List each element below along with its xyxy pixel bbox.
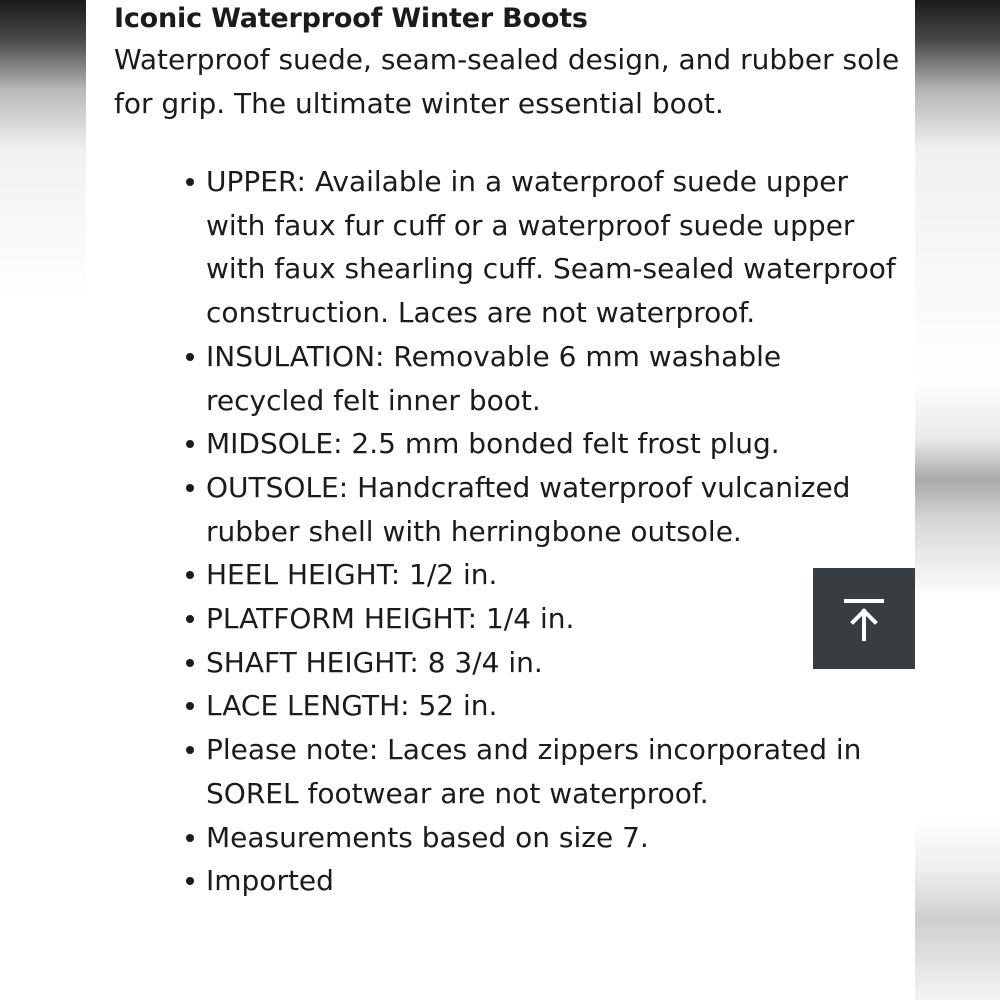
feature-item-platform-height: PLATFORM HEIGHT: 1/4 in. — [206, 597, 906, 641]
feature-item-insulation: INSULATION: Removable 6 mm washable recycled felt inner boot. — [206, 335, 906, 422]
feature-item-heel-height: HEEL HEIGHT: 1/2 in. — [206, 553, 906, 597]
product-title: Iconic Waterproof Winter Boots — [114, 3, 588, 34]
scroll-to-top-button[interactable] — [813, 568, 915, 669]
feature-list — [206, 160, 906, 903]
product-intro: Waterproof suede, seam-sealed design, and rubber sole for grip. The ultimate winter essential boot. — [114, 43, 900, 120]
feature-item-note: Please note: Laces and zippers incorporated in SOREL footwear are not waterproof. — [206, 728, 906, 815]
right-backdrop — [915, 0, 1000, 1000]
feature-item-midsole: MIDSOLE: 2.5 mm bonded felt frost plug. — [206, 422, 906, 466]
feature-item-upper: UPPER: Available in a waterproof suede upper with faux fur cuff or a waterproof suede upper with faux shearling cuff. Seam-sealed waterproof construction. Laces are not waterproof. — [206, 160, 906, 335]
feature-item-lace-length: LACE LENGTH: 52 in. — [206, 684, 906, 728]
product-description-panel — [86, 0, 915, 1000]
feature-item-shaft-height: SHAFT HEIGHT: 8 3/4 in. — [206, 641, 906, 685]
feature-item-outsole: OUTSOLE: Handcrafted waterproof vulcanized rubber shell with herringbone outsole. — [206, 466, 906, 553]
feature-item-measurements: Measurements based on size 7. — [206, 816, 906, 860]
arrow-up-to-top-icon — [844, 597, 884, 641]
feature-item-imported: Imported — [206, 859, 906, 903]
left-backdrop — [0, 0, 86, 1000]
